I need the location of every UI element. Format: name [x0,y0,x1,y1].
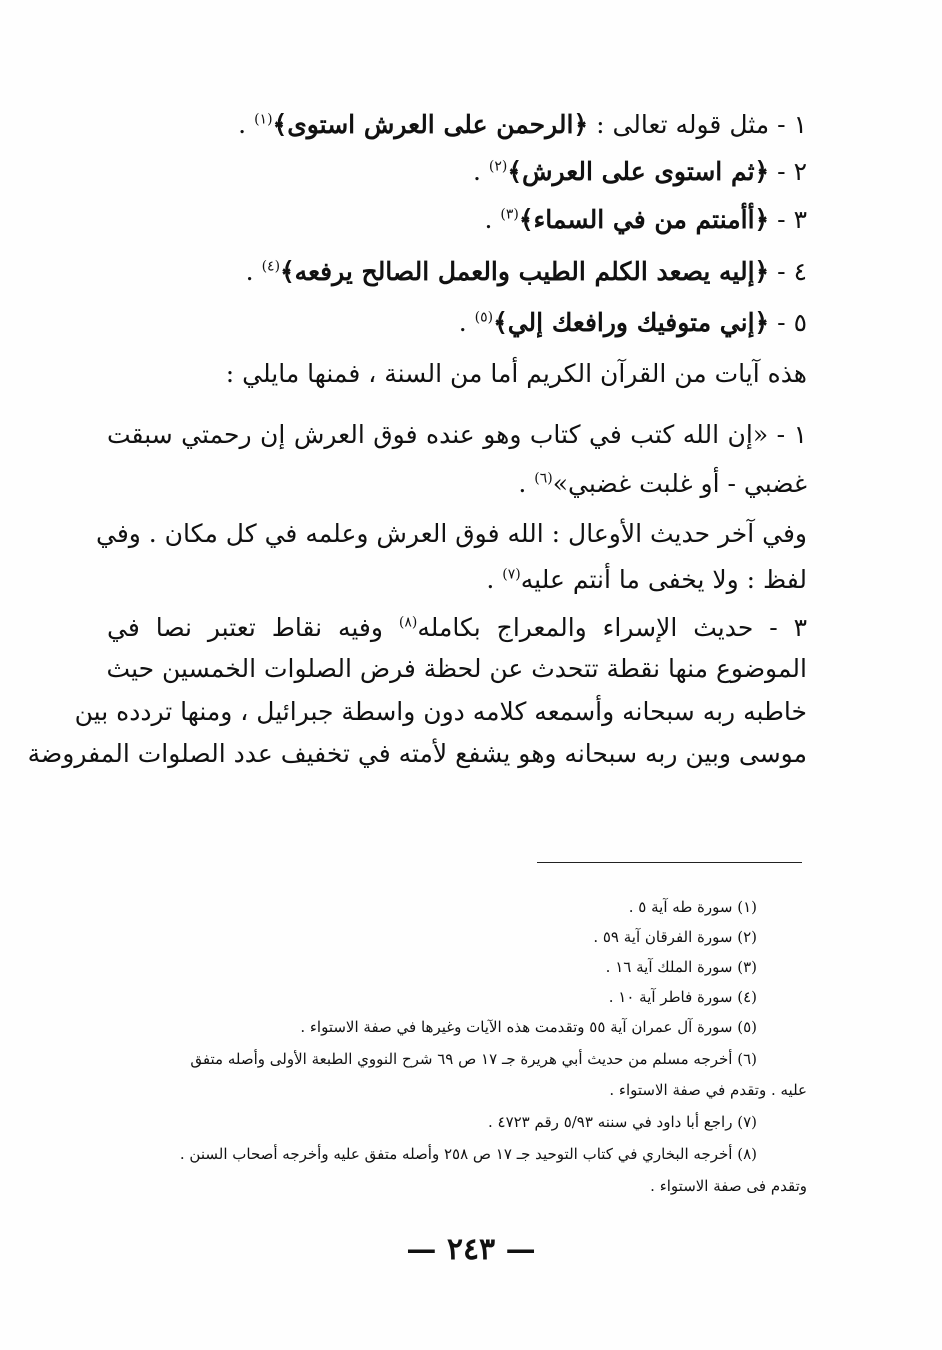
page-number: — ٢٤٣ — [406,1232,536,1267]
verse-quote: ﴿الرحمن على العرش استوى﴾ [272,110,589,139]
hadith-3-line-4: موسى وبين ربه سبحانه وهو يشفع لأمته في تخفيف عدد الصلوات المفروضة [27,739,807,768]
footnote-8: (٨) أخرجه البخاري في كتاب التوحيد جـ ١٧ ص ٢٥٨ وأصله متفق عليه وأخرجه أصحاب السنن . [179,1145,757,1163]
footnote-ref: (١) [254,111,273,128]
verse-number: ١ - [777,110,807,139]
verse-end: . [484,205,501,234]
footnote-ref: (٤) [261,258,281,275]
footnote-6-cont: عليه . وتقدم في صفة الاستواء . [609,1081,807,1099]
footnote-3: (٣) سورة الملك آية ١٦ . [605,958,757,976]
verse-number: ٢ - [777,157,807,186]
sunnah-intro: هذه آيات من القرآن الكريم أما من السنة ، فمنها مايلي : [225,359,807,388]
footnote-ref: (٣) [500,206,519,223]
verse-number: ٥ - [777,308,807,337]
hadith-text: ٣ - حديث الإسراء والمعراج بكامله [417,613,807,642]
verse-end: . [458,308,475,337]
footnote-6: (٦) أخرجه مسلم من حديث أبي هريرة جـ ١٧ ص ٦٩ شرح النووي الطبعة الأولى وأصله متفق [190,1050,757,1068]
verse-intro: مثل قوله تعالى : [588,110,770,139]
verse-number: ٤ - [777,257,807,286]
footnote-5: (٥) سورة آل عمران آية ٥٥ وتقدمت هذه الآيات وغيرها في صفة الاستواء . [300,1018,757,1036]
footnote-4: (٤) سورة فاطر آية ١٠ . [608,988,757,1006]
hadith-1-line-2 [107,467,807,501]
footnote-ref: (٨) [398,614,418,631]
footnote-ref: (٢) [488,158,508,175]
hadith-1-line-1: ١ - «إن الله كتب في كتاب وهو عنده فوق العرش إن رحمتي سبقت [107,420,807,449]
footnote-7: (٧) راجع أبا داود في سننه ٥/٩٣ رقم ٤٧٢٣ . [487,1113,757,1131]
footnote-2: (٢) سورة الفرقان آية ٥٩ . [593,928,757,946]
hadith-3-line-2: الموضوع منها نقطة تتحدث عن لحظة فرض الصلوات الخمسين حيث [106,654,807,683]
verse-line-5 [107,306,807,340]
footnote-ref: (٦) [534,470,553,487]
verse-end: . [245,257,262,286]
hadith-text: لفظ : ولا يخفى ما أنتم عليه [520,565,807,594]
verse-quote: ﴿إني متوفيك ورافعك إلي﴾ [493,308,770,337]
footnote-1: (١) سورة طه آية ٥ . [628,898,757,916]
hadith-3-line-1 [107,611,807,645]
hadith-2-line-2 [107,563,807,597]
hadith-end: . [518,469,535,498]
footnote-ref: (٧) [502,566,521,583]
verse-quote: ﴿إليه يصعد الكلم الطيب والعمل الصالح يرفعه﴾ [280,257,770,286]
verse-line-1 [107,108,807,142]
verse-end: . [238,110,255,139]
footnote-separator [537,862,802,863]
verse-end: . [472,157,489,186]
verse-quote: ﴿ثم استوى على العرش﴾ [507,157,770,186]
hadith-3-line-3: خاطبه ربه سبحانه وأسمعه كلامه دون واسطة جبرائيل ، ومنها تردده بين [74,697,807,726]
verse-quote: ﴿أأمنتم من في السماء﴾ [518,205,770,234]
verse-number: ٣ - [777,205,807,234]
verse-line-4 [107,255,807,289]
footnote-8-cont: وتقدم فى صفة الاستواء . [650,1177,807,1195]
hadith-2-line-1: وفي آخر حديث الأوعال : الله فوق العرش وعلمه في كل مكان . وفي [95,519,807,548]
footnote-ref: (٥) [474,309,494,326]
hadith-end: . [486,565,503,594]
verse-line-2 [107,155,807,189]
hadith-text: غضبي - أو غلبت غضبي» [552,469,807,498]
hadith-text-cont: وفيه نقاط تعتبر نصا في [107,613,399,642]
verse-line-3 [107,203,807,237]
